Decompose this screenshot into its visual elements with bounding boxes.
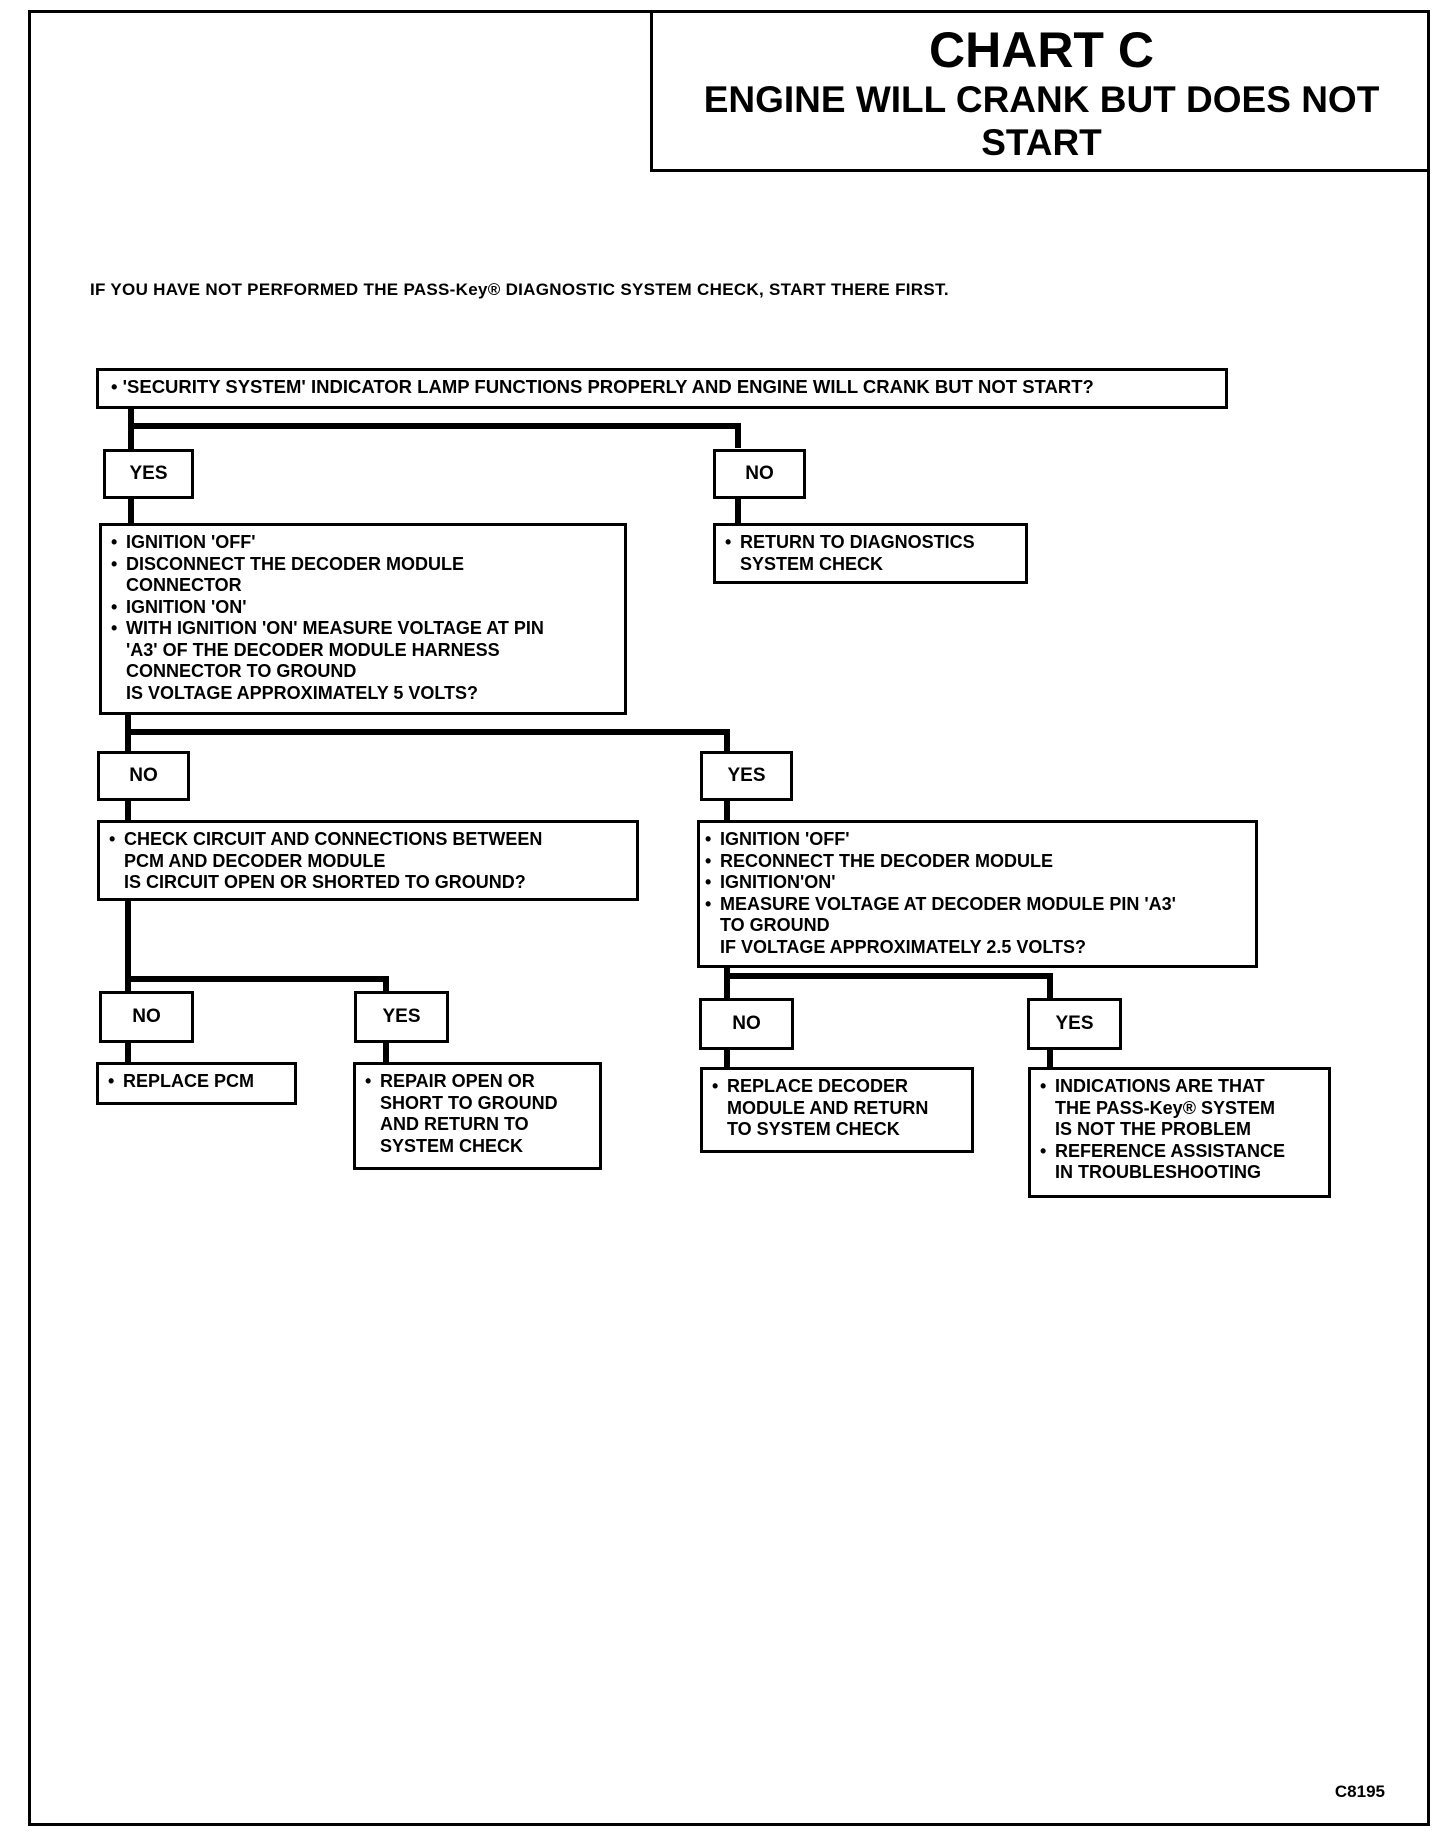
yes-label-1: YES: [103, 449, 194, 499]
return-diagnostics-box: [713, 523, 1028, 584]
return-diagnostics-line-1: • RETURN TO DIAGNOSTICS: [724, 532, 1017, 554]
check-circuit-line-1: • CHECK CIRCUIT AND CONNECTIONS BETWEEN: [108, 829, 628, 851]
chart-subtitle: ENGINE WILL CRANK BUT DOES NOT START: [703, 79, 1380, 163]
chart-title: CHART C: [929, 22, 1154, 78]
intro-instruction: IF YOU HAVE NOT PERFORMED THE PASS-Key® DIAGNOSTIC SYSTEM CHECK, START THERE FIRST.: [90, 280, 949, 299]
indications-line-3: IS NOT THE PROBLEM: [1055, 1119, 1252, 1139]
replace-decoder-line-1: • REPLACE DECODER: [711, 1076, 963, 1098]
indications-line-4: • REFERENCE ASSISTANCE: [1039, 1141, 1320, 1163]
start-question-box: [96, 368, 1228, 409]
measure-a3-line-8: IS VOLTAGE APPROXIMATELY 5 VOLTS?: [126, 682, 479, 703]
repair-open-line-4: SYSTEM CHECK: [380, 1135, 524, 1156]
replace-decoder-line-2: MODULE AND RETURN: [727, 1097, 929, 1118]
reconnect-line-2: • RECONNECT THE DECODER MODULE: [704, 851, 1247, 873]
yes-label-3: YES: [354, 991, 449, 1043]
measure-a3-line-6: 'A3' OF THE DECODER MODULE HARNESS: [126, 639, 500, 660]
reconnect-line-4: • MEASURE VOLTAGE AT DECODER MODULE PIN 'A3': [704, 894, 1247, 916]
measure-a3-line-7: CONNECTOR TO GROUND: [126, 661, 357, 681]
indications-line-2: THE PASS-Key® SYSTEM: [1055, 1097, 1275, 1118]
measure-a3-line-5: • WITH IGNITION 'ON' MEASURE VOLTAGE AT PIN: [110, 618, 616, 640]
connector-measure-yes: [128, 732, 727, 752]
yes-label-2: YES: [700, 751, 793, 801]
figure-code: C8195: [1334, 1782, 1385, 1801]
check-circuit-box: [97, 820, 639, 901]
yes-label-4: YES: [1027, 998, 1122, 1050]
replace-pcm-line-1: • REPLACE PCM: [107, 1071, 286, 1093]
repair-open-line-1: • REPAIR OPEN OR: [364, 1071, 591, 1093]
return-diagnostics-line-2: SYSTEM CHECK: [740, 553, 884, 574]
replace-decoder-line-3: TO SYSTEM CHECK: [727, 1119, 900, 1139]
no-label-3: NO: [99, 991, 194, 1043]
measure-a3-line-3: CONNECTOR: [126, 575, 242, 595]
reconnect-line-1: • IGNITION 'OFF': [704, 829, 1247, 851]
repair-open-line-2: SHORT TO GROUND: [380, 1092, 558, 1113]
measure-a3-box: [99, 523, 627, 715]
measure-a3-line-2: • DISCONNECT THE DECODER MODULE: [110, 554, 616, 576]
measure-a3-line-1: • IGNITION 'OFF': [110, 532, 616, 554]
check-circuit-line-2: PCM AND DECODER MODULE: [124, 850, 386, 871]
indications-line-5: IN TROUBLESHOOTING: [1055, 1162, 1261, 1182]
replace-pcm-box: [96, 1062, 297, 1105]
replace-decoder-box: [700, 1067, 974, 1153]
reconnect-line-3: • IGNITION'ON': [704, 872, 1247, 894]
indications-box: [1028, 1067, 1331, 1198]
reconnect-box: [697, 820, 1258, 968]
start-question-text: • 'SECURITY SYSTEM' INDICATOR LAMP FUNCTIONS PROPERLY AND ENGINE WILL CRANK BUT NOT START?: [111, 376, 1094, 397]
no-label-1: NO: [713, 449, 806, 499]
no-label-4: NO: [699, 998, 794, 1050]
connector-start-no: [131, 426, 738, 448]
measure-a3-line-4: • IGNITION 'ON': [110, 597, 616, 619]
no-label-2: NO: [97, 751, 190, 801]
repair-open-line-3: AND RETURN TO: [380, 1114, 529, 1134]
check-circuit-line-3: IS CIRCUIT OPEN OR SHORTED TO GROUND?: [124, 872, 526, 892]
indications-line-1: • INDICATIONS ARE THAT: [1039, 1076, 1320, 1098]
connector-reconnect-yes: [727, 976, 1050, 1000]
repair-open-box: [353, 1062, 602, 1170]
reconnect-line-5: TO GROUND: [720, 915, 830, 935]
reconnect-line-6: IF VOLTAGE APPROXIMATELY 2.5 VOLTS?: [720, 936, 1087, 957]
